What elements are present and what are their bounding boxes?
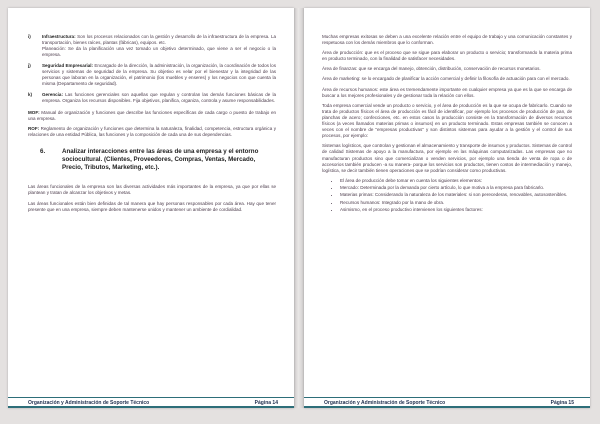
paragraph: Área de finanzas: que se encarga del manejo, obtención, distribución, conservación de recursos monetarios.: [322, 66, 541, 72]
item-letter: k): [28, 91, 33, 97]
item-text: Encargado de la dirección, la administración, la organización, la coordinación de todos los servicios y sistemas de seguridad de la empresa. Su objetivo es velar por el bienestar y la integridad de las personas que laboran en la organización, el patrimonio (los muebles y enseres) y los negocios con que cuenta la misma (Departamento de seguridad).: [42, 62, 276, 87]
page-footer: [304, 397, 590, 408]
paragraph: Toda empresa comercial vende un producto o servicio, y el área de producción es la que se ocupa de fabricarlo. Cuando se trata de productos físicos el área de producción es fácil de identificar, por ejemplo los procesos de producción de pan, de planchas de acero; confecciones, etc. en estos casos la producción consiste en la transformación de diversos recursos físicos (a veces llamados materias primas o insumos) en un producto terminado. Estas empresas también se conocen a veces con el nombre de "empresas productivas" y son distintos sistemas para ayudar a la gestión y el control de sus procesos, por ejemplo:: [322, 102, 572, 139]
item-infraestructura: [28, 34, 276, 58]
rof-text: Reglamento de organización y funciones que determina la naturaleza, finalidad, competencia, estructura orgánica y relaciones de una entidad Pública, las funciones y la composición de cada una de sus dependencias.: [28, 126, 276, 138]
paragraph: Las áreas funcionales están bien definidas de tal manera que hay personas responsables por cada área. Hay que tener presente que en una empresa, siempre deben mantenerse unidos y mantener un ambiente de cordialidad.: [28, 200, 276, 212]
page-gutter: [294, 8, 304, 408]
question-text: Analizar interacciones entre las áreas de una empresa y el entorno sociocultural. (Clientes, Proveedores, Compras, Ventas, Mercado, Precio, Tributos, Marketing, etc.).: [62, 148, 259, 172]
paragraph: Sistemas logísticos, que controlan y gestionan el almacenamiento y transporte de insumos y productos. Sistemas de control de calidad Sistemas de apoyo a la manufactura, por ejemplo en las máquinas computarizadas. Las empresas que no manufacturan productos sino que comercializan o venden servicios, por ejemplo una tienda de venta de ropa o de accesorios también producen -a su manera- porque los servicios son productos, tienen costos de intermediación y manejo, logística, se decir también tienen operaciones que se podrían considerar como productivas.: [322, 143, 572, 173]
paragraph: Área de marketing: se lo encargado de planificar la acción comercial y definir la filosofía de actuación para con el mercado.: [322, 76, 570, 82]
paragraph: Muchas empresas exitosas se deben a una excelente relación entre el equipo de trabajo y una comunicación constantes y respetuosa con los demás miembros que lo conforman.: [322, 34, 572, 46]
item-gerencia: [28, 92, 276, 104]
page-footer: [8, 397, 294, 408]
item-extra: Planeación: Se da la planificación una vez tomado un objetivo determinado, que viene a ser el negocio o la empresa.: [42, 46, 276, 58]
left-page-content: [28, 34, 276, 217]
page-number: Página 14: [254, 400, 278, 406]
footer-title: Organización y Administración de Soporte Técnico: [324, 400, 446, 406]
footer-bar: [8, 406, 294, 408]
right-page-content: [322, 34, 572, 214]
footer-title: Organización y Administración de Soporte Técnico: [28, 400, 150, 406]
item-term: Infraestructura:: [42, 34, 76, 39]
mof-definition: [28, 110, 276, 122]
section-question: [28, 148, 276, 172]
item-seguridad: [28, 63, 276, 87]
item-term: Gerencia:: [42, 91, 63, 97]
footer-bar: [304, 406, 590, 408]
list-item: • Recursos humanos: Integrado por la mano de obra.: [340, 200, 572, 206]
left-page: [8, 8, 294, 408]
item-letter: i): [28, 34, 31, 39]
right-page: [304, 8, 590, 408]
list-item: • El área de producción debe tomar en cuenta los siguientes elementos:: [340, 178, 572, 184]
list-item: • Materias primas: Considerando la naturaleza de los materiales: si son perecederas, renovables, autosostenibles.: [340, 192, 572, 198]
mof-term: MOF:: [28, 109, 40, 115]
paragraph: Área de recursos humanos: este área es tremendamente importante en cualquier empresa ya que es la que se encarga de buscar a los mejores profesionales y de gestionar toda la relación con ellos.: [322, 86, 572, 98]
list-item: • Mercado: Determinada por la demanda por cierto artículo, lo que motiva a la empresa para fabricarlo.: [340, 185, 572, 191]
mof-text: Manual de organización y funciones que describe las funciones específicas de cada cargo o puesto de trabajo en una empresa.: [28, 109, 276, 122]
item-text: Las funciones gerenciales son aquellas que regulan y controlan las demás funciones básicas de la empresa. Organiza los recursos disponibles. Fija objetivos, planifica, organiza, controla y asume responsabilidades.: [42, 91, 276, 103]
paragraph: Área de producción: que es el proceso que se sigue para elaborar un producto o servicio; transformando la materia prima en producto terminado, con la finalidad de satisfacer necesidades.: [322, 50, 572, 62]
item-text: Son los procesos relacionados con la gestión y desarrollo de la infraestructura de la empresa. La transportación, bienes raíces, plantas (fábricas), equipos. etc.: [42, 34, 276, 46]
rof-term: ROF:: [28, 126, 40, 132]
question-number: 6.: [40, 148, 46, 156]
list-item: • Asimismo, en el proceso productivo intervienen los siguientes factores:: [340, 207, 572, 213]
rof-definition: [28, 126, 276, 138]
paragraph: Las áreas funcionales de la empresa son las diversas actividades más importantes de la empresa, ya que por ellas se plantean y tratan de alcanzar los objetivos y metas.: [28, 184, 276, 196]
item-term: Seguridad Empresarial:: [42, 62, 94, 68]
bullet-list: [322, 178, 572, 213]
page-number: Página 15: [550, 400, 574, 406]
item-letter: j): [28, 62, 31, 68]
